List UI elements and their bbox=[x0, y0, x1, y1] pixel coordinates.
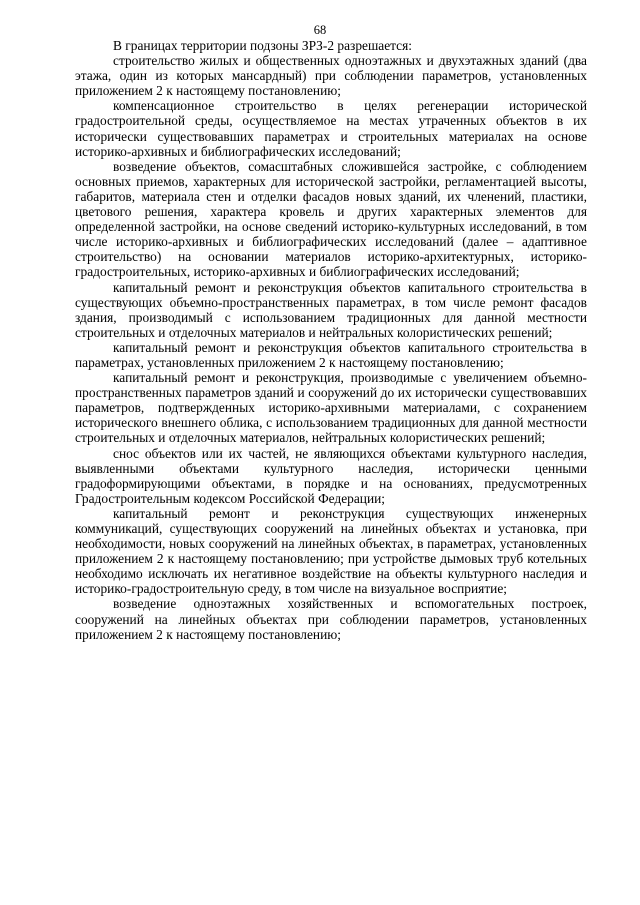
paragraph-intro: В границах территории подзоны ЗРЗ-2 разрешается: bbox=[113, 38, 412, 53]
paragraph-repair-appendix-parameters: капитальный ремонт и реконструкция объектов капитального строительства в параметрах, установленных приложением 2 к настоящему постановлению; bbox=[75, 339, 587, 370]
paragraph-demolition: снос объектов или их частей, не являющихся объектами культурного наследия, выявленными объектами культурного наследия, исторически ценными градоформирующими объектами, в порядке и на основаниях, предусмотренных Градостроительным кодексом Российской Федерации; bbox=[75, 445, 587, 506]
paragraph-auxiliary-buildings: возведение одноэтажных хозяйственных и вспомогательных построек, сооружений на линейных объектах при соблюдении параметров, установленных приложением 2 к настоящему постановлению; bbox=[75, 596, 587, 642]
paragraph-residential-construction: строительство жилых и общественных одноэтажных и двухэтажных зданий (два этажа, один из которых мансардный) при соблюдении параметров, установленных приложением 2 к настоящему постановлению; bbox=[75, 53, 587, 99]
paragraph-repair-historic-parameters: капитальный ремонт и реконструкция, производимые с увеличением объемно-пространственных параметров зданий и сооружений до их исторически существовавших параметров, подтвержденных историко-архивными материалами, с сохранением исторического внешнего облика, с использованием традиционных для данной местности строительных и отделочных материалов, нейтральных колористических решений; bbox=[75, 370, 587, 446]
paragraph-utilities-repair: капитальный ремонт и реконструкция существующих инженерных коммуникаций, существующих сооружений на линейных объектах и установка, при необходимости, новых сооружений на линейных объектах, в параметрах, установленных приложением 2 к настоящему постановлению; при устройстве дымовых труб котельных необходимо исключать их негативное воздействие на объекты культурного наследия и историко-градостроительную среду, в том числе на визуальное восприятие; bbox=[75, 505, 587, 597]
document-body bbox=[75, 38, 587, 642]
paragraph-adaptive-construction: возведение объектов, сомасштабных сложившейся застройке, с соблюдением основных приемов, характерных для исторической застройки, регламентацией высоты, габаритов, материала стен и отделки фасадов новых зданий, их членений, пластики, цветового решения, характера кровель и других характерных элементов для определенной застройки, на основе сведений историко-культурных исследований, в том числе историко-архивных и библиографических исследований (далее – адаптивное строительство) на основании материалов историко-архитектурных, историко-градостроительных, историко-архивных и библиографических исследований; bbox=[75, 158, 587, 280]
paragraph-compensatory-construction: компенсационное строительство в целях регенерации исторической градостроительной среды, осуществляемое на местах утраченных объектов в их исторически существовавших параметрах и строительных материалах на основе историко-архивных и библиографических исследований; bbox=[75, 98, 587, 159]
page-number: 68 bbox=[313, 23, 327, 37]
paragraph-repair-existing-parameters: капитальный ремонт и реконструкция объектов капитального строительства в существующих объемно-пространственных параметрах, в том числе ремонт фасадов здания, производимый с использованием традиционных для данной местности строительных и отделочных материалов и нейтральных колористических решений; bbox=[75, 279, 587, 340]
